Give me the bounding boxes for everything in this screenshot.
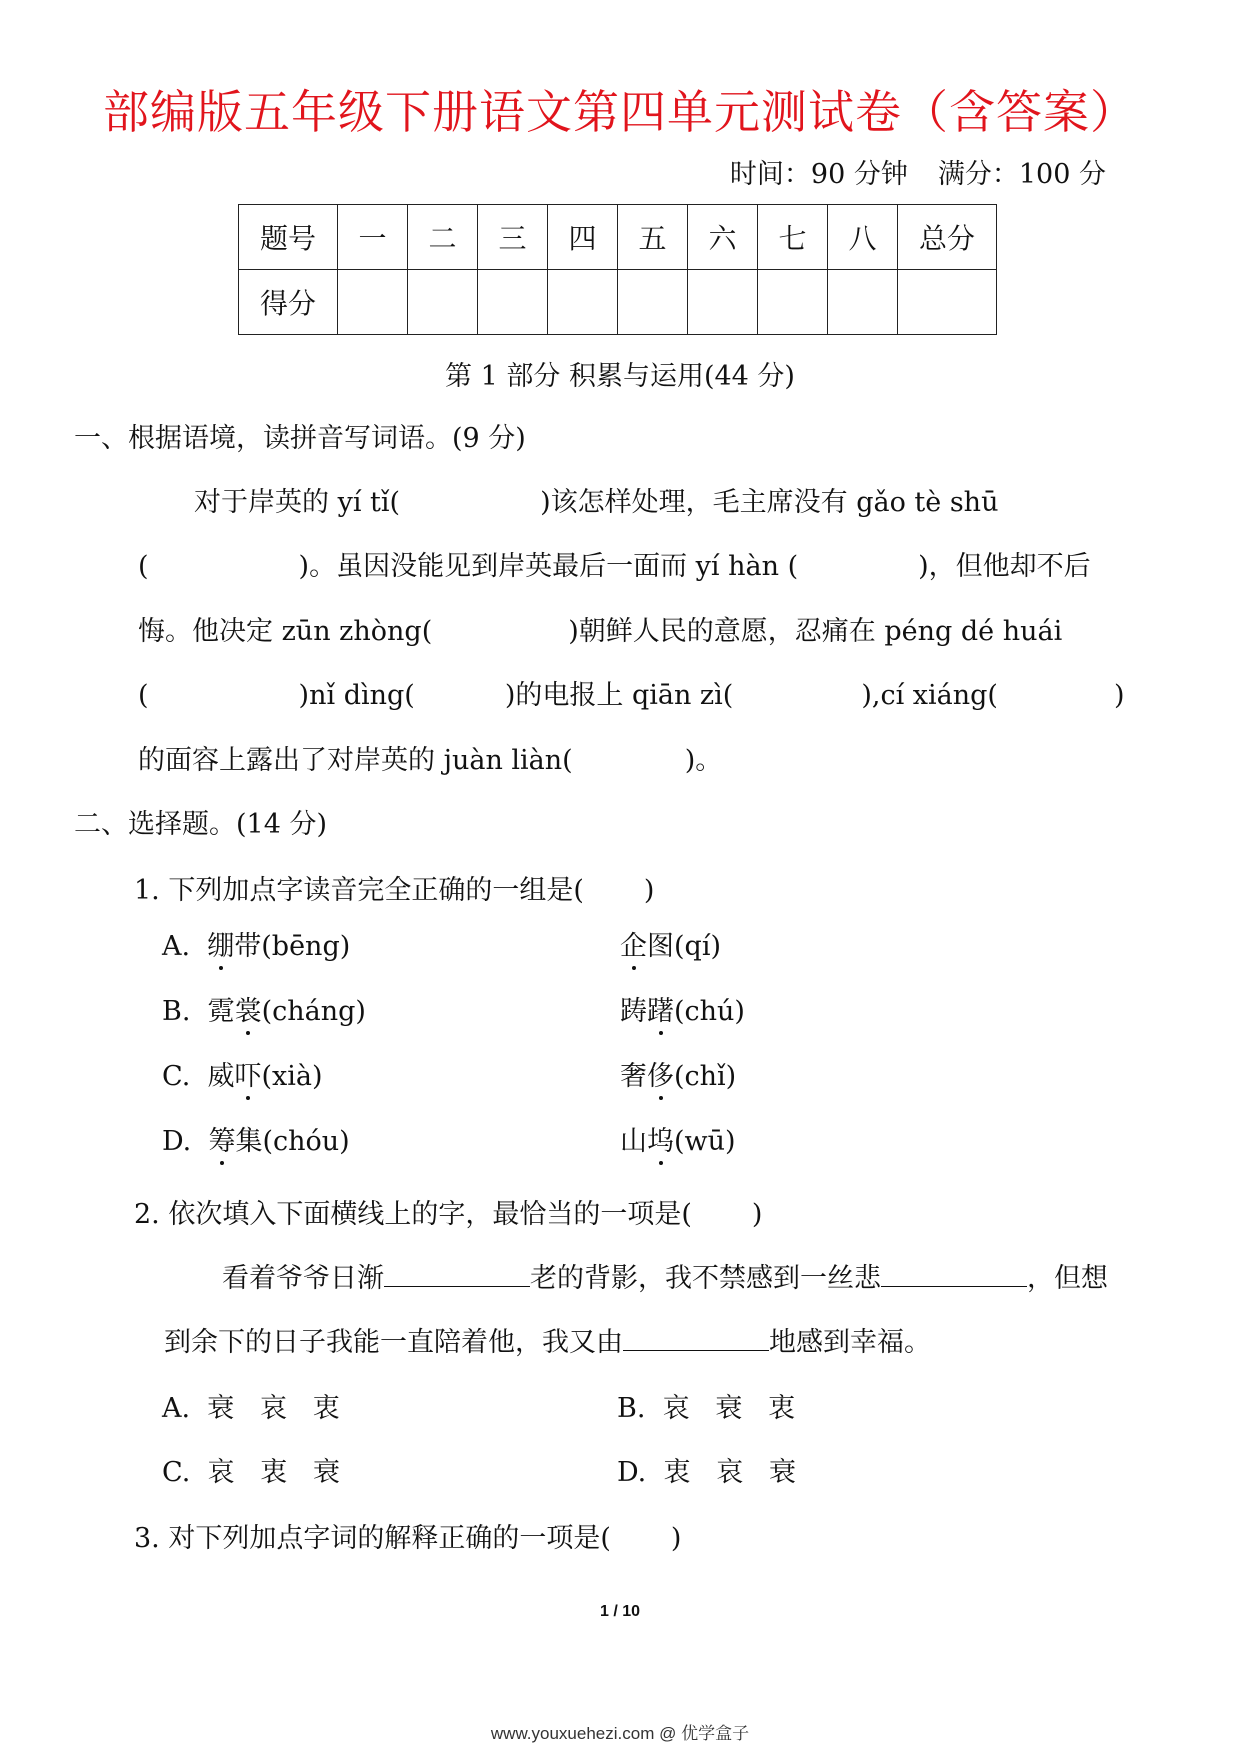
score-cell[interactable] bbox=[758, 270, 828, 335]
q1-option-b-right: 踌躇(chú) bbox=[620, 989, 745, 1028]
score-table-header-cell: 四 bbox=[548, 205, 618, 270]
score-table-header-cell: 一 bbox=[338, 205, 408, 270]
score-cell[interactable] bbox=[688, 270, 758, 335]
score-cell[interactable] bbox=[898, 270, 997, 335]
score-cell[interactable] bbox=[618, 270, 688, 335]
question-1-stem: 1. 下列加点字读音完全正确的一组是( ) bbox=[134, 875, 655, 906]
fill-blank[interactable] bbox=[881, 1260, 1027, 1287]
q2-passage-line-2: 到余下的日子我能一直陪着他，我又由 地感到幸福。 bbox=[164, 1320, 931, 1359]
score-cell[interactable] bbox=[338, 270, 408, 335]
pinyin-line-1: 对于岸英的 yí tǐ( )该怎样处理，毛主席没有 gǎo tè shū bbox=[194, 487, 999, 518]
q1-option-c-left[interactable]: C. 威吓(xià) bbox=[162, 1054, 322, 1093]
q2-option-a[interactable]: A. 衰 哀 衷 bbox=[162, 1393, 340, 1424]
score-cell[interactable] bbox=[828, 270, 898, 335]
question-3-stem: 3. 对下列加点字词的解释正确的一项是( ) bbox=[134, 1523, 682, 1554]
score-table-header-cell: 七 bbox=[758, 205, 828, 270]
score-table-header-row bbox=[239, 205, 997, 270]
fill-blank[interactable] bbox=[623, 1324, 769, 1351]
q1-option-c-right: 奢侈(chǐ) bbox=[620, 1054, 736, 1093]
fill-blank[interactable] bbox=[384, 1260, 530, 1287]
pinyin-line-2: ( )。虽因没能见到岸英最后一面而 yí hàn ( )，但他却不后 bbox=[138, 551, 1091, 582]
exam-meta bbox=[730, 152, 1106, 191]
document-title: 部编版五年级下册语文第四单元测试卷（含答案） bbox=[103, 85, 1137, 139]
score-table-header-cell: 五 bbox=[618, 205, 688, 270]
footer-watermark: www.youxuehezi.com @ 优学盒子 bbox=[490, 1724, 750, 1743]
score-row-label: 得分 bbox=[239, 270, 338, 335]
score-table-header-cell: 题号 bbox=[239, 205, 338, 270]
score-cell[interactable] bbox=[478, 270, 548, 335]
q1-option-d-right: 山坞(wū) bbox=[620, 1119, 736, 1158]
part-heading: 第 1 部分 积累与运用(44 分) bbox=[445, 361, 795, 392]
score-table-header-cell: 二 bbox=[408, 205, 478, 270]
score-table-score-row bbox=[239, 270, 997, 335]
q2-option-d[interactable]: D. 衷 哀 衰 bbox=[617, 1457, 796, 1488]
score-table bbox=[238, 204, 997, 335]
score-table-header-cell: 六 bbox=[688, 205, 758, 270]
q1-option-b-left[interactable]: B. 霓裳(cháng) bbox=[162, 989, 366, 1028]
page-number: 1 / 10 bbox=[599, 1603, 641, 1620]
q1-option-a-right: 企图(qí) bbox=[620, 924, 721, 963]
q2-passage-line-1: 看着爷爷日渐 老的背影，我不禁感到一丝悲 ，但想 bbox=[222, 1256, 1108, 1295]
q1-option-d-left[interactable]: D. 筹集(chóu) bbox=[162, 1119, 350, 1158]
section-heading: 一、根据语境，读拼音写词语。(9 分) bbox=[74, 423, 526, 454]
score-table-header-cell: 八 bbox=[828, 205, 898, 270]
q1-option-a-left[interactable]: A. 绷带(bēng) bbox=[162, 924, 350, 963]
section-heading: 二、选择题。(14 分) bbox=[74, 809, 328, 840]
q2-option-b[interactable]: B. 哀 衰 衷 bbox=[617, 1393, 796, 1424]
q2-option-c[interactable]: C. 哀 衷 衰 bbox=[162, 1457, 340, 1488]
score-table-header-cell: 总分 bbox=[898, 205, 997, 270]
question-2-stem: 2. 依次填入下面横线上的字，最恰当的一项是( ) bbox=[134, 1199, 763, 1230]
pinyin-line-3: 悔。他决定 zūn zhòng( )朝鲜人民的意愿，忍痛在 péng dé huái bbox=[138, 616, 1063, 647]
pinyin-line-5: 的面容上露出了对岸英的 juàn liàn( )。 bbox=[138, 745, 723, 776]
score-cell[interactable] bbox=[408, 270, 478, 335]
score-table-header-cell: 三 bbox=[478, 205, 548, 270]
pinyin-line-4: ( )nǐ dìng( )的电报上 qiān zì( ),cí xiáng( ) bbox=[138, 680, 1125, 711]
exam-time: 时间：90 分钟 bbox=[729, 159, 908, 190]
exam-full-score: 满分：100 分 bbox=[937, 159, 1106, 190]
score-cell[interactable] bbox=[548, 270, 618, 335]
